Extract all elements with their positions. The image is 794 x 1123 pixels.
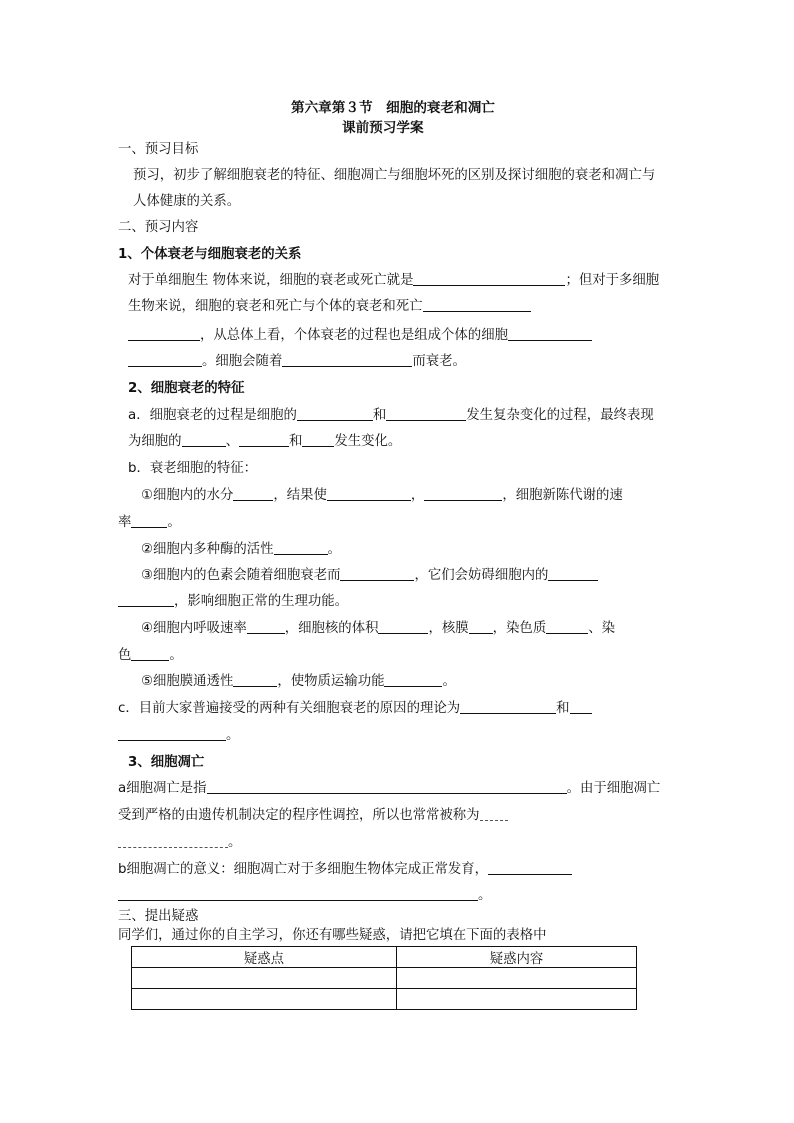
answer-blank[interactable] <box>508 327 592 341</box>
c-text1: c．目前大家普遍接受的两种有关细胞衰老的原因的理论为 <box>118 701 461 716</box>
table-cell[interactable] <box>397 968 637 989</box>
p2-c-line2 <box>118 727 239 745</box>
f2-text1: ②细胞内多种酶的活性 <box>141 542 274 557</box>
table-cell[interactable] <box>132 989 397 1010</box>
answer-blank[interactable] <box>297 407 373 421</box>
f4-text3: ，核膜 <box>428 621 469 636</box>
answer-blank[interactable] <box>274 541 328 555</box>
f5-text2: ，使物质运输功能 <box>277 674 385 689</box>
answer-blank[interactable] <box>233 673 277 687</box>
p3-a-line2 <box>118 807 508 825</box>
answer-blank[interactable] <box>207 780 567 794</box>
p1-line3-text: ，从总体上看，个体衰老的过程也是组成个体的细胞 <box>200 328 508 343</box>
p2-a2-text3: 和 <box>288 434 303 449</box>
f4-text5: 、染 <box>588 621 615 636</box>
answer-blank[interactable] <box>282 353 412 367</box>
answer-blank[interactable] <box>131 647 169 661</box>
p1-line4-tail: 而衰老。 <box>412 354 466 369</box>
p2-c-line1 <box>118 700 592 718</box>
f1-text5: 率 <box>118 515 132 530</box>
answer-blank[interactable] <box>460 700 556 714</box>
p2-a2-text1: 为细胞的 <box>128 434 182 449</box>
p1-line1 <box>128 272 659 290</box>
answer-blank[interactable] <box>118 727 226 741</box>
answer-blank[interactable] <box>413 272 565 286</box>
f4-text4: ，染色质 <box>492 621 547 636</box>
p3-a-text1: a细胞凋亡是指 <box>118 781 207 796</box>
f1-text1: ①细胞内的水分 <box>141 488 234 503</box>
table-cell[interactable] <box>397 989 637 1010</box>
feature-item-4 <box>141 620 615 638</box>
questions-intro: 同学们，通过你的自主学习，你还有哪些疑惑，请把它填在下面的表格中 <box>118 928 547 943</box>
p3-b-text1: b细胞凋亡的意义：细胞凋亡对于多细胞生物体完成正常发育， <box>118 862 489 877</box>
f1-text6: 。 <box>167 515 181 530</box>
f3-text1: ③细胞内的色素会随着细胞衰老而 <box>141 568 341 583</box>
subsection-heading-individual-vs-cell: 1、个体衰老与细胞衰老的关系 <box>118 247 302 262</box>
f3-text2: ，它们会妨碍细胞内的 <box>414 568 549 583</box>
answer-blank[interactable] <box>546 620 588 634</box>
p3-a-line3 <box>118 834 241 852</box>
answer-blank[interactable] <box>247 620 285 634</box>
feature-item-5 <box>141 673 456 691</box>
answer-blank[interactable] <box>488 861 572 875</box>
p2-b-heading: b．衰老细胞的特征： <box>128 461 258 476</box>
f5-text3: 。 <box>442 674 456 689</box>
f5-text1: ⑤细胞膜通透性 <box>141 674 234 689</box>
f1-text3: ， <box>410 488 425 503</box>
p2-a-text3: 发生复杂变化的过程，最终表现 <box>466 408 654 423</box>
answer-blank[interactable] <box>327 487 411 501</box>
page-title: 第六章第３节 细胞的衰老和凋亡 <box>291 100 495 116</box>
p1-line4 <box>128 353 466 371</box>
questions-table <box>131 946 637 1010</box>
f1-text4: ，细胞新陈代谢的速 <box>502 488 623 503</box>
p3-b-line1 <box>118 861 572 879</box>
p3-b-line2 <box>118 887 491 905</box>
column-header-content: 疑惑内容 <box>397 947 637 968</box>
answer-blank[interactable] <box>469 620 493 634</box>
p1-line4-text: 。细胞会随着 <box>202 354 283 369</box>
answer-blank[interactable] <box>118 593 174 607</box>
feature-item-1-cont <box>118 514 181 532</box>
answer-blank[interactable] <box>548 567 598 581</box>
answer-blank[interactable] <box>386 407 466 421</box>
column-header-point: 疑惑点 <box>132 947 397 968</box>
answer-blank[interactable] <box>128 327 200 341</box>
p1-line2-text: 生物来说，细胞的衰老和死亡与个体的衰老和死亡 <box>128 299 423 314</box>
page-subtitle: 课前预习学案 <box>342 120 424 136</box>
answer-blank[interactable] <box>118 834 228 848</box>
section-heading-content: 二、预习内容 <box>118 220 199 235</box>
p2-a2-text4: 发生变化。 <box>334 434 402 449</box>
f4-text2: ，细胞核的体积 <box>284 621 379 636</box>
f4-text1: ④细胞内呼吸速率 <box>141 621 247 636</box>
table-header-row <box>132 947 637 968</box>
c-text3: 。 <box>226 728 240 743</box>
feature-item-3-cont <box>118 593 348 611</box>
p1-line1-text: 对于单细胞生 物体来说，细胞的衰老或死亡就是 <box>128 273 414 288</box>
p3-a-text4: 。 <box>228 835 242 850</box>
c-text2: 和 <box>556 701 570 716</box>
answer-blank[interactable] <box>424 487 502 501</box>
answer-blank[interactable] <box>378 620 428 634</box>
p1-line2 <box>128 298 531 316</box>
subsection-heading-aging-features: 2、细胞衰老的特征 <box>128 381 245 396</box>
answer-blank[interactable] <box>128 353 202 367</box>
table-row <box>132 968 637 989</box>
section-heading-questions: 三、提出疑惑 <box>118 909 199 924</box>
f4-text7: 。 <box>169 648 183 663</box>
p1-line1-tail: ；但对于多细胞 <box>565 273 660 288</box>
p2-a-text1: a．细胞衰老的过程是细胞的 <box>128 408 297 423</box>
answer-blank[interactable] <box>118 887 478 901</box>
feature-item-1 <box>141 487 623 505</box>
table-row <box>132 989 637 1010</box>
answer-blank[interactable] <box>239 433 289 447</box>
p2-a2-text2: 、 <box>225 434 239 449</box>
goal-text-line1: 预习，初步了解细胞衰老的特征、细胞凋亡与细胞坏死的区别及探讨细胞的衰老和凋亡与 <box>133 168 656 183</box>
f2-text2: 。 <box>327 542 341 557</box>
p2-a-line1 <box>128 407 654 425</box>
p3-b-text2: 。 <box>478 888 492 903</box>
feature-item-4-cont <box>118 647 183 665</box>
answer-blank[interactable] <box>480 807 508 821</box>
table-cell[interactable] <box>132 968 397 989</box>
goal-text-line2: 人体健康的关系。 <box>133 194 241 209</box>
answer-blank[interactable] <box>131 514 167 528</box>
p3-a-text3: 受到严格的由遗传机制决定的程序性调控，所以也常常被称为 <box>118 808 480 823</box>
answer-blank[interactable] <box>384 673 442 687</box>
answer-blank[interactable] <box>233 487 273 501</box>
answer-blank[interactable] <box>302 433 334 447</box>
feature-item-3 <box>141 567 598 585</box>
section-heading-goals: 一、预习目标 <box>118 142 199 157</box>
feature-item-2 <box>141 541 341 559</box>
f4-text6: 色 <box>118 648 132 663</box>
answer-blank[interactable] <box>423 298 531 312</box>
f1-text2: ，结果使 <box>273 488 327 503</box>
answer-blank[interactable] <box>570 700 592 714</box>
f3-text3: ，影响细胞正常的生理功能。 <box>174 594 349 609</box>
answer-blank[interactable] <box>182 433 226 447</box>
p2-a-text2: 和 <box>372 408 387 423</box>
answer-blank[interactable] <box>340 567 414 581</box>
p1-line3 <box>128 327 592 345</box>
p3-a-text2: 。由于细胞凋亡 <box>566 781 661 796</box>
subsection-heading-apoptosis: 3、细胞凋亡 <box>128 755 205 770</box>
p2-a-line2 <box>128 433 401 451</box>
p3-a-line1 <box>118 780 660 798</box>
